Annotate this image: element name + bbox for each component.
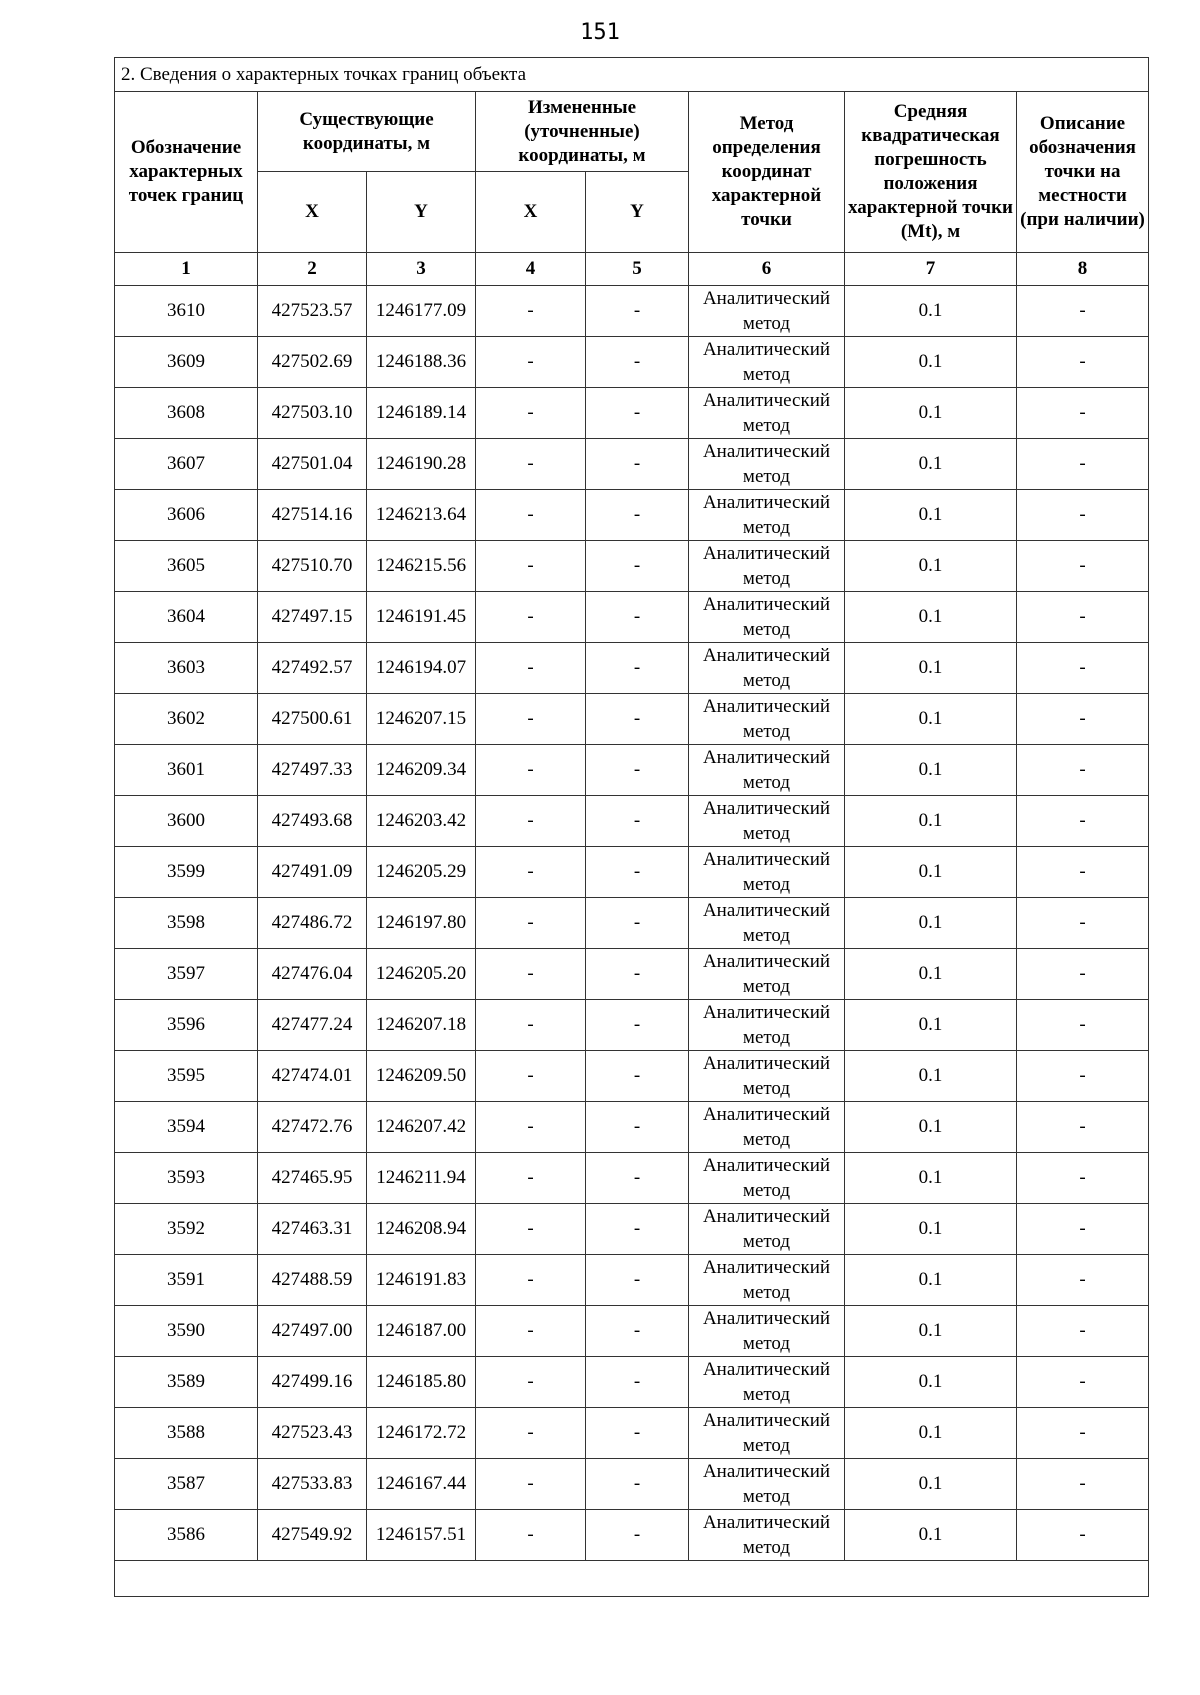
cell-description: - <box>1017 1204 1149 1255</box>
cell-existing-y: 1246188.36 <box>367 337 476 388</box>
cell-changed-x: - <box>476 1510 586 1561</box>
cell-changed-y: - <box>586 1510 689 1561</box>
cell-description: - <box>1017 1102 1149 1153</box>
cell-changed-y: - <box>586 1306 689 1357</box>
cell-error-mt: 0.1 <box>845 1255 1017 1306</box>
cell-method: Аналитический метод <box>689 694 845 745</box>
column-number: 3 <box>367 253 476 286</box>
cell-existing-x: 427514.16 <box>258 490 367 541</box>
boundary-points-table <box>114 57 1149 1597</box>
cell-changed-x: - <box>476 1000 586 1051</box>
cell-changed-y: - <box>586 1102 689 1153</box>
cell-error-mt: 0.1 <box>845 1408 1017 1459</box>
header-changed-y: Y <box>586 172 689 253</box>
cell-existing-y: 1246190.28 <box>367 439 476 490</box>
cell-changed-y: - <box>586 1051 689 1102</box>
cell-error-mt: 0.1 <box>845 847 1017 898</box>
cell-existing-y: 1246185.80 <box>367 1357 476 1408</box>
cell-point-id: 3595 <box>115 1051 258 1102</box>
cell-existing-y: 1246167.44 <box>367 1459 476 1510</box>
cell-changed-y: - <box>586 1408 689 1459</box>
cell-method: Аналитический метод <box>689 1153 845 1204</box>
table-row <box>115 796 1149 847</box>
table-row <box>115 1357 1149 1408</box>
cell-changed-x: - <box>476 1408 586 1459</box>
table-row <box>115 439 1149 490</box>
cell-changed-x: - <box>476 643 586 694</box>
header-designation: Обозначение характерных точек границ <box>115 92 258 253</box>
cell-method: Аналитический метод <box>689 439 845 490</box>
cell-changed-x: - <box>476 796 586 847</box>
cell-existing-x: 427523.43 <box>258 1408 367 1459</box>
cell-existing-y: 1246194.07 <box>367 643 476 694</box>
cell-error-mt: 0.1 <box>845 745 1017 796</box>
cell-error-mt: 0.1 <box>845 949 1017 1000</box>
cell-error-mt: 0.1 <box>845 337 1017 388</box>
cell-changed-x: - <box>476 1204 586 1255</box>
cell-error-mt: 0.1 <box>845 694 1017 745</box>
cell-method: Аналитический метод <box>689 898 845 949</box>
cell-changed-x: - <box>476 694 586 745</box>
cell-existing-y: 1246213.64 <box>367 490 476 541</box>
table-row <box>115 388 1149 439</box>
cell-changed-y: - <box>586 388 689 439</box>
table-row <box>115 1153 1149 1204</box>
cell-error-mt: 0.1 <box>845 643 1017 694</box>
cell-description: - <box>1017 1408 1149 1459</box>
cell-method: Аналитический метод <box>689 592 845 643</box>
cell-point-id: 3592 <box>115 1204 258 1255</box>
cell-point-id: 3599 <box>115 847 258 898</box>
table-row <box>115 1408 1149 1459</box>
table-row <box>115 337 1149 388</box>
cell-point-id: 3601 <box>115 745 258 796</box>
cell-point-id: 3590 <box>115 1306 258 1357</box>
cell-existing-y: 1246191.83 <box>367 1255 476 1306</box>
cell-point-id: 3594 <box>115 1102 258 1153</box>
cell-method: Аналитический метод <box>689 1357 845 1408</box>
cell-changed-x: - <box>476 1153 586 1204</box>
cell-changed-y: - <box>586 592 689 643</box>
cell-error-mt: 0.1 <box>845 796 1017 847</box>
cell-existing-x: 427533.83 <box>258 1459 367 1510</box>
page-number: 151 <box>580 20 620 45</box>
section-title: 2. Сведения о характерных точках границ объекта <box>115 58 1149 92</box>
column-number: 1 <box>115 253 258 286</box>
cell-existing-x: 427497.33 <box>258 745 367 796</box>
cell-description: - <box>1017 694 1149 745</box>
cell-error-mt: 0.1 <box>845 286 1017 337</box>
cell-changed-y: - <box>586 847 689 898</box>
table-row <box>115 1102 1149 1153</box>
cell-existing-x: 427472.76 <box>258 1102 367 1153</box>
header-row-1 <box>115 92 1149 172</box>
cell-point-id: 3598 <box>115 898 258 949</box>
cell-changed-y: - <box>586 745 689 796</box>
column-number: 7 <box>845 253 1017 286</box>
cell-changed-x: - <box>476 898 586 949</box>
cell-point-id: 3605 <box>115 541 258 592</box>
cell-existing-y: 1246203.42 <box>367 796 476 847</box>
cell-changed-y: - <box>586 1255 689 1306</box>
table-row <box>115 541 1149 592</box>
cell-error-mt: 0.1 <box>845 490 1017 541</box>
cell-description: - <box>1017 1510 1149 1561</box>
cell-existing-x: 427501.04 <box>258 439 367 490</box>
cell-existing-x: 427465.95 <box>258 1153 367 1204</box>
cell-existing-y: 1246197.80 <box>367 898 476 949</box>
empty-footer-row <box>115 1561 1149 1597</box>
cell-method: Аналитический метод <box>689 490 845 541</box>
cell-existing-x: 427488.59 <box>258 1255 367 1306</box>
cell-error-mt: 0.1 <box>845 1306 1017 1357</box>
cell-existing-x: 427486.72 <box>258 898 367 949</box>
cell-existing-x: 427493.68 <box>258 796 367 847</box>
table-row <box>115 949 1149 1000</box>
cell-point-id: 3588 <box>115 1408 258 1459</box>
table-row <box>115 1459 1149 1510</box>
cell-description: - <box>1017 847 1149 898</box>
cell-changed-x: - <box>476 337 586 388</box>
cell-point-id: 3587 <box>115 1459 258 1510</box>
column-number: 8 <box>1017 253 1149 286</box>
cell-description: - <box>1017 1051 1149 1102</box>
table-row <box>115 1306 1149 1357</box>
cell-point-id: 3593 <box>115 1153 258 1204</box>
cell-method: Аналитический метод <box>689 745 845 796</box>
cell-changed-y: - <box>586 1153 689 1204</box>
cell-existing-x: 427499.16 <box>258 1357 367 1408</box>
cell-changed-y: - <box>586 694 689 745</box>
table-row <box>115 1051 1149 1102</box>
cell-point-id: 3606 <box>115 490 258 541</box>
cell-existing-x: 427491.09 <box>258 847 367 898</box>
cell-changed-x: - <box>476 1306 586 1357</box>
section-title-row <box>115 58 1149 92</box>
column-number: 2 <box>258 253 367 286</box>
cell-point-id: 3610 <box>115 286 258 337</box>
cell-existing-x: 427477.24 <box>258 1000 367 1051</box>
table-row <box>115 490 1149 541</box>
table-row <box>115 1255 1149 1306</box>
cell-changed-x: - <box>476 949 586 1000</box>
cell-existing-y: 1246205.20 <box>367 949 476 1000</box>
cell-description: - <box>1017 1255 1149 1306</box>
cell-method: Аналитический метод <box>689 1051 845 1102</box>
cell-method: Аналитический метод <box>689 1408 845 1459</box>
cell-error-mt: 0.1 <box>845 1000 1017 1051</box>
table-row <box>115 286 1149 337</box>
cell-description: - <box>1017 388 1149 439</box>
cell-existing-x: 427476.04 <box>258 949 367 1000</box>
cell-method: Аналитический метод <box>689 1000 845 1051</box>
table-row <box>115 847 1149 898</box>
header-existing-y: Y <box>367 172 476 253</box>
cell-changed-y: - <box>586 1000 689 1051</box>
cell-changed-x: - <box>476 490 586 541</box>
cell-description: - <box>1017 541 1149 592</box>
cell-method: Аналитический метод <box>689 541 845 592</box>
cell-description: - <box>1017 745 1149 796</box>
header-existing-coords: Существующие координаты, м <box>258 92 476 172</box>
cell-method: Аналитический метод <box>689 847 845 898</box>
cell-existing-y: 1246172.72 <box>367 1408 476 1459</box>
header-changed-coords: Измененные (уточненные) координаты, м <box>476 92 689 172</box>
cell-changed-y: - <box>586 949 689 1000</box>
cell-existing-y: 1246177.09 <box>367 286 476 337</box>
cell-method: Аналитический метод <box>689 337 845 388</box>
column-number: 4 <box>476 253 586 286</box>
cell-existing-y: 1246191.45 <box>367 592 476 643</box>
cell-existing-y: 1246207.42 <box>367 1102 476 1153</box>
cell-existing-y: 1246215.56 <box>367 541 476 592</box>
cell-description: - <box>1017 337 1149 388</box>
cell-existing-x: 427463.31 <box>258 1204 367 1255</box>
cell-description: - <box>1017 1357 1149 1408</box>
cell-existing-x: 427492.57 <box>258 643 367 694</box>
cell-error-mt: 0.1 <box>845 1153 1017 1204</box>
cell-point-id: 3591 <box>115 1255 258 1306</box>
cell-changed-y: - <box>586 1357 689 1408</box>
table-row <box>115 1000 1149 1051</box>
header-error: Средняя квадратическая погрешность положения характерной точки (Mt), м <box>845 92 1017 253</box>
cell-method: Аналитический метод <box>689 1459 845 1510</box>
column-number: 6 <box>689 253 845 286</box>
cell-error-mt: 0.1 <box>845 1051 1017 1102</box>
header-method: Метод определения координат характерной точки <box>689 92 845 253</box>
cell-description: - <box>1017 1153 1149 1204</box>
cell-method: Аналитический метод <box>689 388 845 439</box>
cell-description: - <box>1017 439 1149 490</box>
cell-description: - <box>1017 898 1149 949</box>
cell-existing-y: 1246208.94 <box>367 1204 476 1255</box>
cell-existing-x: 427503.10 <box>258 388 367 439</box>
cell-changed-y: - <box>586 796 689 847</box>
cell-changed-y: - <box>586 286 689 337</box>
cell-existing-y: 1246209.50 <box>367 1051 476 1102</box>
cell-existing-y: 1246187.00 <box>367 1306 476 1357</box>
cell-existing-x: 427510.70 <box>258 541 367 592</box>
cell-changed-y: - <box>586 439 689 490</box>
cell-existing-y: 1246207.15 <box>367 694 476 745</box>
cell-existing-x: 427549.92 <box>258 1510 367 1561</box>
cell-error-mt: 0.1 <box>845 592 1017 643</box>
cell-changed-y: - <box>586 541 689 592</box>
cell-error-mt: 0.1 <box>845 388 1017 439</box>
cell-point-id: 3609 <box>115 337 258 388</box>
cell-changed-y: - <box>586 643 689 694</box>
cell-existing-x: 427500.61 <box>258 694 367 745</box>
cell-changed-y: - <box>586 490 689 541</box>
cell-description: - <box>1017 1306 1149 1357</box>
cell-point-id: 3597 <box>115 949 258 1000</box>
cell-existing-x: 427523.57 <box>258 286 367 337</box>
cell-description: - <box>1017 592 1149 643</box>
cell-description: - <box>1017 949 1149 1000</box>
header-existing-x: X <box>258 172 367 253</box>
cell-changed-x: - <box>476 286 586 337</box>
cell-point-id: 3596 <box>115 1000 258 1051</box>
cell-error-mt: 0.1 <box>845 1510 1017 1561</box>
cell-error-mt: 0.1 <box>845 1204 1017 1255</box>
empty-cell <box>115 1561 1149 1597</box>
cell-changed-x: - <box>476 388 586 439</box>
cell-changed-x: - <box>476 745 586 796</box>
table-row <box>115 1204 1149 1255</box>
cell-changed-y: - <box>586 337 689 388</box>
cell-description: - <box>1017 796 1149 847</box>
cell-point-id: 3603 <box>115 643 258 694</box>
cell-existing-y: 1246207.18 <box>367 1000 476 1051</box>
cell-error-mt: 0.1 <box>845 1102 1017 1153</box>
cell-method: Аналитический метод <box>689 1510 845 1561</box>
cell-error-mt: 0.1 <box>845 1459 1017 1510</box>
cell-error-mt: 0.1 <box>845 541 1017 592</box>
cell-existing-x: 427474.01 <box>258 1051 367 1102</box>
cell-existing-x: 427497.00 <box>258 1306 367 1357</box>
cell-changed-x: - <box>476 1459 586 1510</box>
cell-point-id: 3589 <box>115 1357 258 1408</box>
cell-existing-x: 427502.69 <box>258 337 367 388</box>
cell-method: Аналитический метод <box>689 643 845 694</box>
cell-error-mt: 0.1 <box>845 439 1017 490</box>
cell-changed-x: - <box>476 439 586 490</box>
table-row <box>115 643 1149 694</box>
cell-existing-x: 427497.15 <box>258 592 367 643</box>
cell-error-mt: 0.1 <box>845 1357 1017 1408</box>
cell-existing-y: 1246205.29 <box>367 847 476 898</box>
cell-point-id: 3586 <box>115 1510 258 1561</box>
cell-description: - <box>1017 1459 1149 1510</box>
column-number-row <box>115 253 1149 286</box>
column-number: 5 <box>586 253 689 286</box>
cell-method: Аналитический метод <box>689 796 845 847</box>
cell-changed-x: - <box>476 592 586 643</box>
cell-method: Аналитический метод <box>689 1102 845 1153</box>
cell-existing-y: 1246157.51 <box>367 1510 476 1561</box>
cell-description: - <box>1017 286 1149 337</box>
cell-changed-x: - <box>476 1051 586 1102</box>
cell-existing-y: 1246189.14 <box>367 388 476 439</box>
cell-method: Аналитический метод <box>689 1306 845 1357</box>
table-row <box>115 745 1149 796</box>
cell-changed-y: - <box>586 898 689 949</box>
cell-method: Аналитический метод <box>689 1204 845 1255</box>
cell-point-id: 3604 <box>115 592 258 643</box>
cell-description: - <box>1017 490 1149 541</box>
cell-method: Аналитический метод <box>689 286 845 337</box>
cell-point-id: 3607 <box>115 439 258 490</box>
cell-description: - <box>1017 643 1149 694</box>
cell-error-mt: 0.1 <box>845 898 1017 949</box>
table-row <box>115 694 1149 745</box>
cell-changed-x: - <box>476 1102 586 1153</box>
table-row <box>115 1510 1149 1561</box>
cell-changed-x: - <box>476 1357 586 1408</box>
cell-existing-y: 1246209.34 <box>367 745 476 796</box>
cell-point-id: 3600 <box>115 796 258 847</box>
cell-point-id: 3608 <box>115 388 258 439</box>
cell-point-id: 3602 <box>115 694 258 745</box>
cell-existing-y: 1246211.94 <box>367 1153 476 1204</box>
cell-changed-x: - <box>476 541 586 592</box>
cell-method: Аналитический метод <box>689 949 845 1000</box>
header-changed-x: X <box>476 172 586 253</box>
cell-changed-x: - <box>476 847 586 898</box>
cell-method: Аналитический метод <box>689 1255 845 1306</box>
table-row <box>115 898 1149 949</box>
cell-changed-y: - <box>586 1204 689 1255</box>
cell-changed-y: - <box>586 1459 689 1510</box>
table-row <box>115 592 1149 643</box>
cell-description: - <box>1017 1000 1149 1051</box>
header-description: Описание обозначения точки на местности (при наличии) <box>1017 92 1149 253</box>
cell-changed-x: - <box>476 1255 586 1306</box>
